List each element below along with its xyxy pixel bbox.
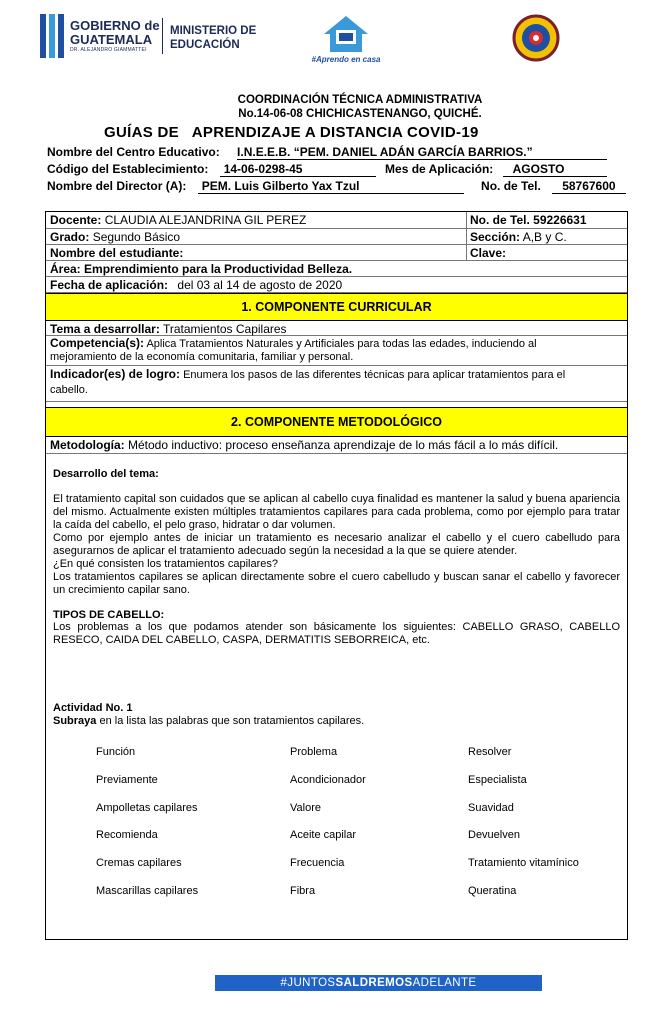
coordination-title: COORDINACIÓN TÉCNICA ADMINISTRATIVA [237, 94, 483, 106]
seccion-value: A,B y C. [522, 230, 567, 244]
indicador-value-1: Enumera los pasos de las diferentes técnicas para aplicar tratamientos para el [183, 369, 566, 381]
estudiante-row [46, 245, 627, 261]
codigo-value: 14-06-0298-45 [220, 162, 376, 177]
paragraph-2: Como por ejemplo antes de iniciar un tratamiento es necesario analizar el cabello y el cuero cabelludo para asegurarnos de aplicar el tratamiento adecuado según la necesidad a la que se quiere atender. [53, 532, 620, 557]
componente-curricular-header: 1. COMPONENTE CURRICULAR [46, 293, 627, 321]
aprendo-en-casa-logo [311, 12, 381, 68]
centro-row [47, 145, 607, 160]
activity-word[interactable]: Queratina [468, 885, 517, 897]
ministerio-line2: EDUCACIÓN [170, 39, 240, 51]
gobierno-emblem-icon [40, 14, 64, 58]
school-seal-logo [512, 14, 560, 62]
indicador-value-2: cabello. [50, 384, 88, 396]
grado-row [46, 229, 627, 245]
activity-word[interactable]: Mascarillas capilares [96, 885, 199, 897]
director-row [47, 179, 626, 194]
fecha-row [46, 277, 627, 293]
tel-value: 58767600 [552, 179, 626, 194]
docente-tel-label: No. de Tel. [470, 213, 530, 227]
actividad-title: Actividad No. 1 [53, 702, 133, 714]
guide-title: GUÍAS DE APRENDIZAJE A DISTANCIA COVID-19 [104, 124, 479, 141]
seal-icon [512, 14, 560, 62]
activity-word[interactable]: Devuelven [468, 829, 520, 842]
actividad-block [53, 702, 364, 728]
docente-value: CLAUDIA ALEJANDRINA GIL PEREZ [104, 213, 307, 227]
docente-label: Docente: [50, 213, 102, 227]
indicador-label: Indicador(es) de logro: [50, 367, 181, 381]
activity-word[interactable]: Tratamiento vitamínico [468, 857, 579, 870]
gobierno-line1: GOBIERNO de [70, 18, 160, 33]
gobierno-sub: DR. ALEJANDRO GIAMMATTEI [70, 47, 147, 53]
grado-label: Grado: [50, 230, 90, 244]
gobierno-logo [40, 14, 160, 58]
activity-word[interactable]: Previamente [96, 773, 158, 786]
tema-value: Tratamientos Capilares [162, 322, 287, 336]
activity-word[interactable]: Problema [290, 746, 338, 758]
seccion-label: Sección: [470, 230, 521, 244]
centro-label: Nombre del Centro Educativo: [47, 145, 220, 159]
tema-label: Tema a desarrollar: [50, 322, 160, 336]
mes-label: Mes de Aplicación: [385, 162, 494, 176]
paragraph-4: Los tratamientos capilares se aplican directamente sobre el cuero cabelludo y buscan sanar el cabello y favorecer un crecimiento capilar sano. [53, 571, 620, 596]
codigo-label: Código del Establecimiento: [47, 162, 209, 176]
activity-word[interactable]: Cremas capilares [96, 857, 182, 870]
activity-word[interactable]: Valore [290, 801, 321, 814]
grado-value: Segundo Básico [92, 230, 181, 244]
area-label: Área: Emprendimiento para la Productividad Belleza. [50, 262, 353, 276]
paragraph-3: ¿En qué consisten los tratamientos capilares? [53, 558, 279, 570]
activity-word[interactable]: Resolver [468, 746, 512, 758]
aprendo-text: #Aprendo en casa [311, 55, 381, 64]
centro-value: I.N.E.E.B. “PEM. DANIEL ADÁN GARCÍA BARRIOS.” [237, 145, 607, 160]
componente-metodologico-header: 2. COMPONENTE METODOLÓGICO [46, 407, 627, 437]
mes-value: AGOSTO [503, 162, 607, 177]
content-body [53, 468, 620, 647]
competencia-row [46, 336, 627, 366]
footer-hashtag-banner [215, 975, 542, 991]
ministerio-logo [170, 24, 256, 52]
docente-tel-value: 59226631 [533, 213, 587, 227]
fecha-label: Fecha de aplicación: [50, 278, 169, 292]
hashtag-a: #JUNTOS [280, 977, 336, 989]
paragraph-1: El tratamiento capital son cuidados que se aplican al cabello cuya finalidad es mantener la salud y buena apariencia del mismo. Actualmente existen múltiples tratamientos capilares para cada problema, como por ejemplo para tratar la caída del cabello, el pelo graso, hidratar o dar volumen. [53, 493, 620, 531]
area-row [46, 261, 627, 277]
coordination-address: No.14-06-08 CHICHICASTENANGO, QUICHÉ. [238, 108, 482, 120]
activity-word[interactable]: Suavidad [468, 801, 514, 814]
hashtag-b: SALDREMOS [335, 977, 413, 989]
hashtag-c: ADELANTE [412, 977, 477, 989]
guide-table [45, 211, 628, 940]
ministerio-line1: MINISTERIO DE [170, 25, 257, 37]
actividad-text: en la lista las palabras que son tratamientos capilares. [96, 715, 365, 727]
indicador-row [46, 366, 627, 402]
director-label: Nombre del Director (A): [47, 179, 187, 193]
tipos-title: TIPOS DE CABELLO: [53, 609, 165, 621]
activity-word[interactable]: Fibra [290, 885, 316, 897]
activity-word[interactable]: Especialista [468, 773, 527, 786]
estudiante-label: Nombre del estudiante: [50, 246, 184, 260]
competencia-label: Competencia(s): [50, 336, 145, 350]
activity-word[interactable]: Ampolletas capilares [96, 801, 198, 814]
competencia-value-2: mejoramiento de la economía comunitaria, familiar y personal. [50, 351, 354, 363]
activity-word[interactable]: Función [96, 746, 136, 758]
house-icon [311, 12, 381, 68]
metodologia-label: Metodología: [50, 438, 125, 452]
metodologia-row [46, 437, 627, 454]
activity-word[interactable]: Acondicionador [290, 773, 366, 786]
header-divider [162, 18, 163, 54]
gobierno-line2: GUATEMALA [70, 32, 153, 47]
clave-label: Clave: [470, 246, 507, 260]
fecha-value: del 03 al 14 de agosto de 2020 [177, 278, 343, 292]
docente-row [46, 212, 627, 229]
activity-word[interactable]: Aceite capilar [290, 829, 357, 842]
activity-word[interactable]: Recomienda [96, 829, 158, 842]
director-value: PEM. Luis Gilberto Yax Tzul [198, 179, 464, 194]
tema-row [46, 321, 627, 336]
codigo-row [47, 162, 607, 177]
tel-label: No. de Tel. [481, 179, 541, 193]
desarrollo-title: Desarrollo del tema: [53, 468, 159, 480]
competencia-value-1: Aplica Tratamientos Naturales y Artificiales para todas las edades, induciendo al [146, 338, 537, 350]
tipos-text: Los problemas a los que podamos atender son básicamente los siguientes: CABELLO GRASO, CABELLO RESECO, CAIDA DEL CABELLO, CASPA, DERMATITIS SEBORREICA, etc. [53, 621, 620, 646]
activity-word[interactable]: Frecuencia [290, 857, 345, 870]
actividad-bold: Subraya [53, 715, 97, 727]
metodologia-value: Método inductivo: proceso enseñanza aprendizaje de lo más fácil a lo más difícil. [128, 438, 559, 452]
